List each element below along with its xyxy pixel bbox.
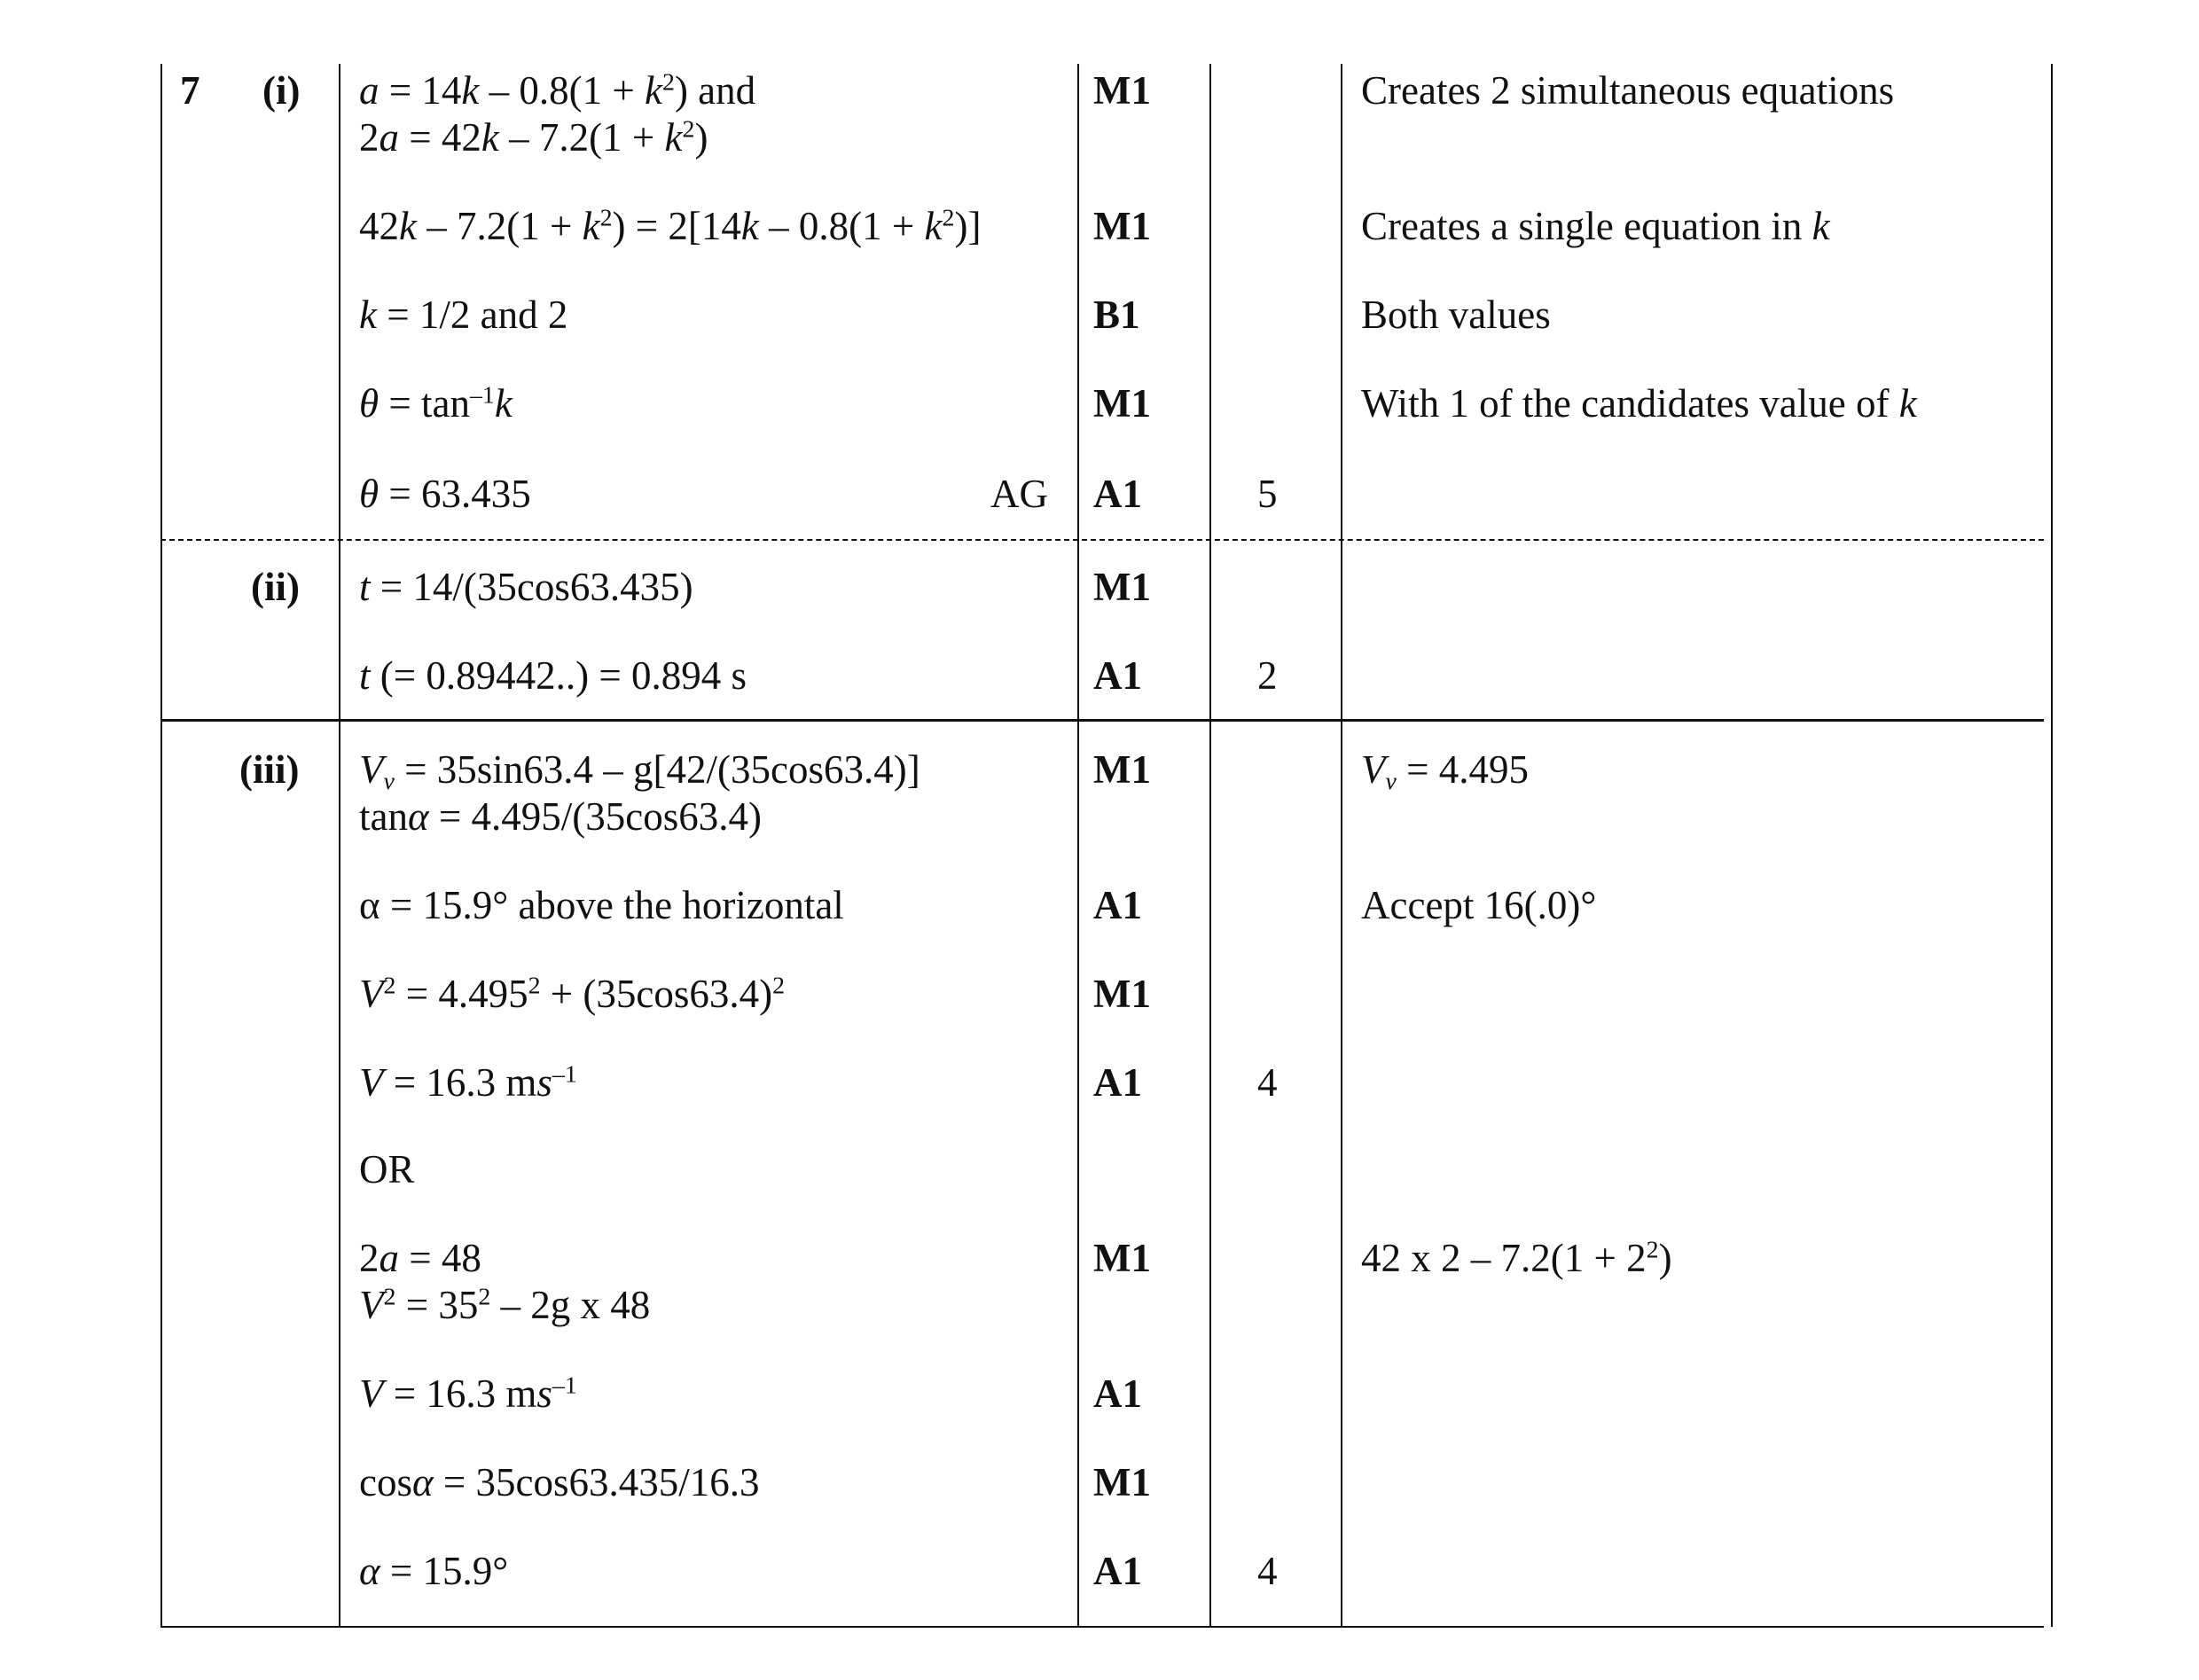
- working-line: $V_v = 35\sin 63.4 - g[42/(35\cos 63.4)]$: [359, 747, 920, 795]
- alternative-method-label: OR: [359, 1147, 415, 1192]
- working-line: $V^2 = 4.495^2 + (35\cos 63.4)^2$: [359, 972, 786, 1016]
- mark: M1: [1093, 1460, 1151, 1504]
- mark: A1: [1093, 1549, 1142, 1593]
- part-separator-dashed: [160, 539, 2044, 541]
- guidance-note: 42 x $2 - 7.2(1 + 2^2)$: [1361, 1236, 1672, 1280]
- working-line: α = 15.9° above the horizontal: [359, 883, 844, 927]
- table-border-right: [2051, 64, 2053, 1627]
- working-line: $\theta = \tan^{-1}k$: [359, 381, 513, 426]
- part-label-i: (i): [262, 68, 301, 113]
- mark: M1: [1093, 204, 1151, 248]
- column-divider-total: [1209, 64, 1211, 1627]
- mark: A1: [1093, 472, 1142, 516]
- guidance-note: Creates 2 simultaneous equations: [1361, 68, 1895, 113]
- answer-given-label: AG: [990, 472, 1048, 516]
- mark: A1: [1093, 1060, 1142, 1105]
- guidance-note: With 1 of the candidates value of k: [1361, 381, 1917, 426]
- column-divider-guidance: [1341, 64, 1342, 1627]
- column-divider-marks: [1077, 64, 1079, 1627]
- column-divider-working: [339, 64, 340, 1627]
- part-total: 4: [1257, 1060, 1278, 1105]
- part-label-iii: (iii): [239, 747, 300, 792]
- mark: A1: [1093, 883, 1142, 927]
- working-line: t (= 0.89442..) = 0.894 s: [359, 653, 747, 698]
- question-number: 7: [180, 68, 200, 113]
- working-line: V = 16.3 $ms^{-1}$: [359, 1371, 577, 1416]
- working-line: α = 15.9°: [359, 1549, 509, 1593]
- table-border-left: [160, 64, 162, 1627]
- mark: M1: [1093, 381, 1151, 426]
- mark: M1: [1093, 565, 1151, 609]
- working-line: t = 14/(35cos63.435): [359, 565, 693, 609]
- mark: B1: [1093, 293, 1140, 337]
- working-line: 2a = 48: [359, 1236, 481, 1280]
- part-total: 2: [1257, 653, 1278, 698]
- working-line: k = 1/2 and 2: [359, 293, 568, 337]
- guidance-note: Accept 16(.0)°: [1361, 883, 1597, 927]
- mark: M1: [1093, 1236, 1151, 1280]
- mark: M1: [1093, 747, 1151, 792]
- guidance-note: Both values: [1361, 293, 1551, 337]
- working-line: $a = 14k - 0.8(1 + k^2)$ and: [359, 68, 756, 113]
- guidance-note: $V_v = 4.495$: [1361, 747, 1530, 795]
- table-border-bottom: [160, 1626, 2044, 1628]
- guidance-note: Creates a single equation in k: [1361, 204, 1830, 248]
- working-line: tanα = 4.495/(35cos63.4): [359, 794, 762, 839]
- part-total: 5: [1257, 472, 1278, 516]
- part-separator-solid: [160, 719, 2044, 722]
- working-line: $V^2 = 35^2 - 2g$ x 48: [359, 1283, 651, 1327]
- mark: M1: [1093, 972, 1151, 1016]
- working-line: $2a = 42k - 7.2(1 + k^2)$: [359, 115, 708, 160]
- working-line: $42k - 7.2(1 + k^2) = 2[14k - 0.8(1 + k^2)]$: [359, 204, 982, 248]
- mark: A1: [1093, 1371, 1142, 1416]
- working-line: cosα = 35cos63.435/16.3: [359, 1460, 760, 1504]
- part-label-ii: (ii): [251, 565, 300, 609]
- working-line: θ = 63.435: [359, 472, 531, 516]
- mark: A1: [1093, 653, 1142, 698]
- mark: M1: [1093, 68, 1151, 113]
- working-line: V = 16.3 $ms^{-1}$: [359, 1060, 577, 1105]
- part-total: 4: [1257, 1549, 1278, 1593]
